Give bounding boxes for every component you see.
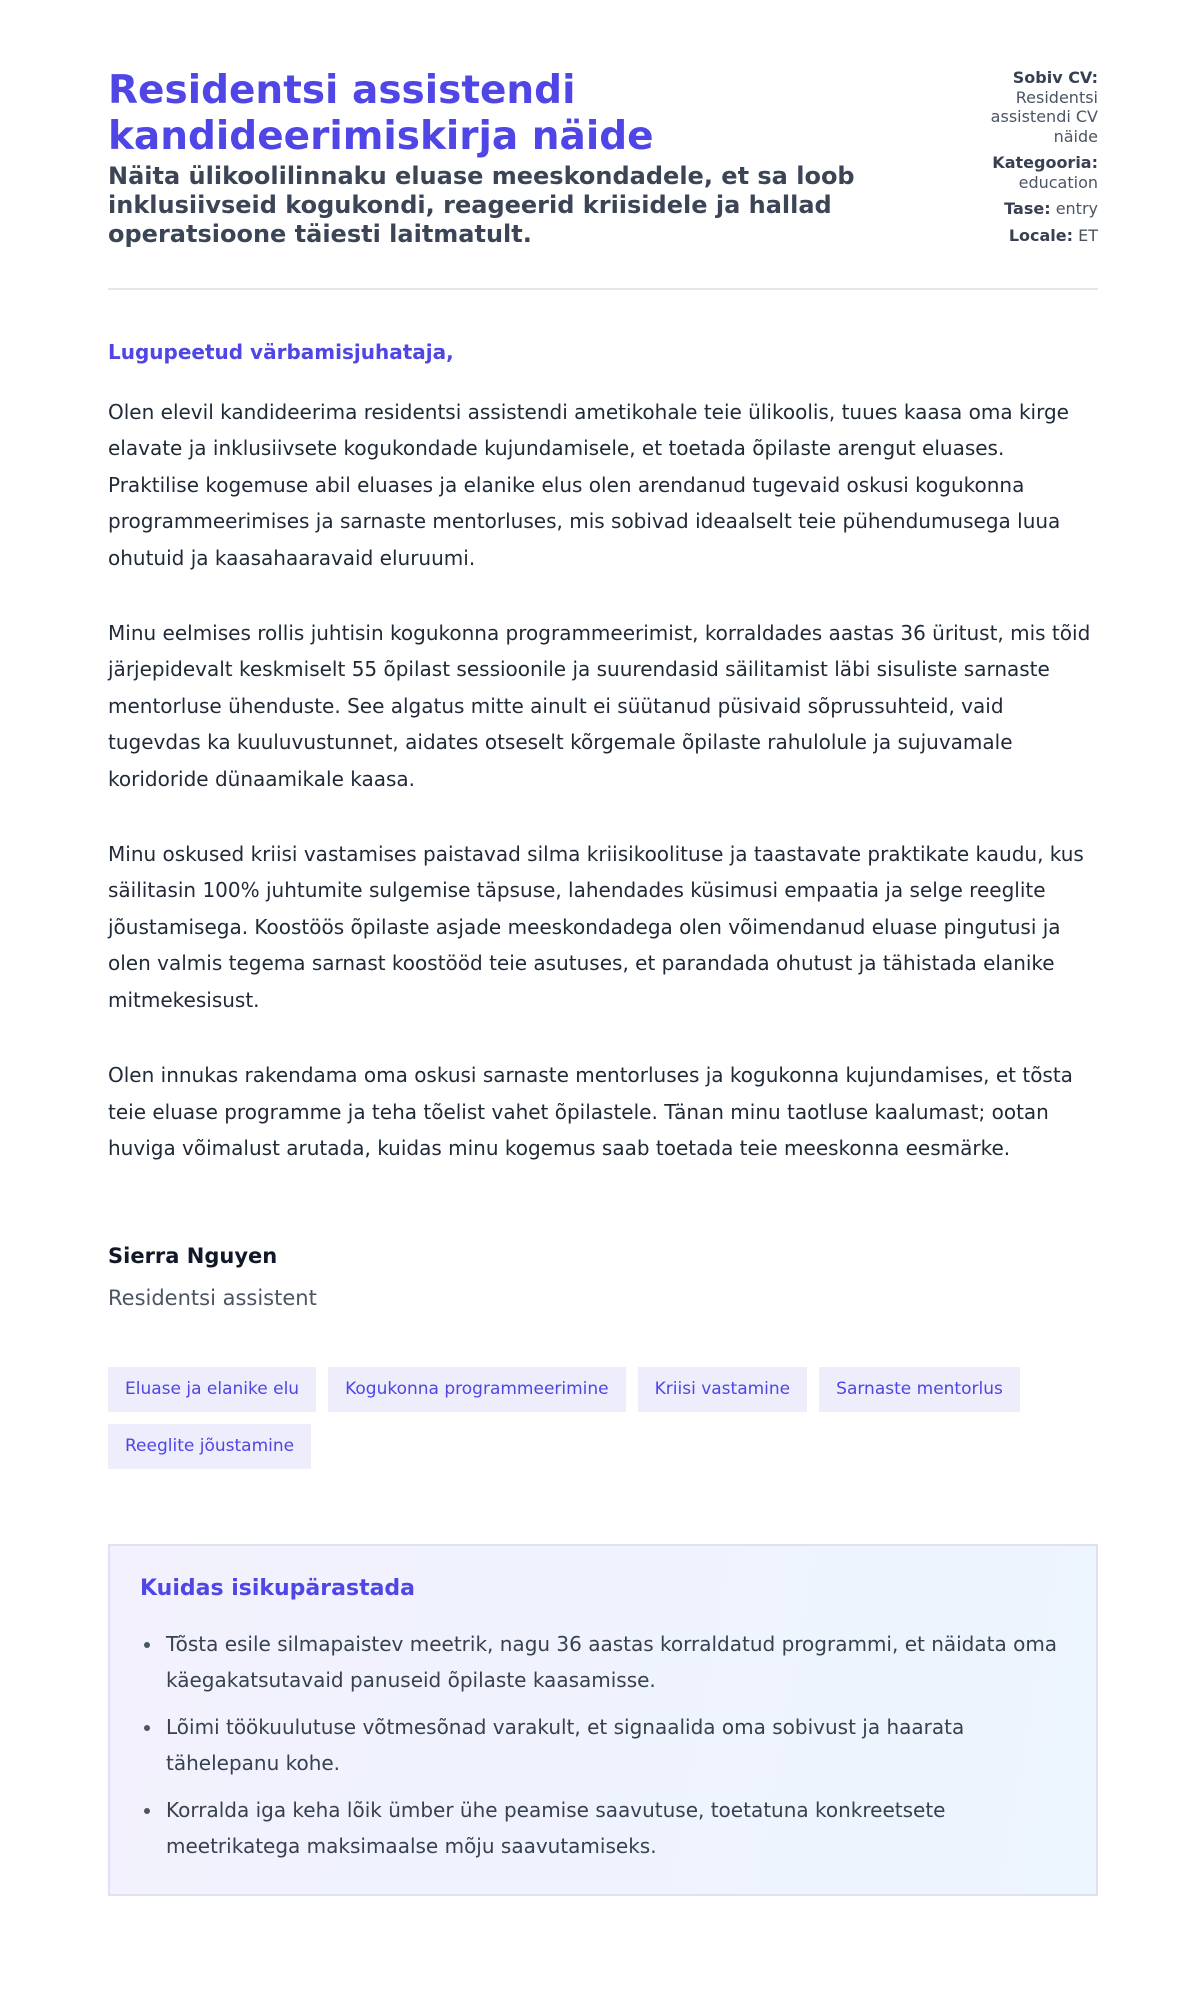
letter-paragraph: Minu eelmises rollis juhtisin kogukonna programmeerimist, korraldades aastas 36 üritust, mis tõid järjepidevalt keskmiselt 55 õpilast sessioonile ja suurendasid säilitamist läbi sisuliste sarnaste mentorluse ühenduste. See algatus mitte ainult ei süütanud püsivaid sõprussuhteid, vaid tugevdas ka kuuluvustunnet, aidates otseselt kõrgemale õpilaste rahulolule ja sujuvamale koridoride dünaamikale kaasa. — [108, 621, 1091, 791]
meta-category — [968, 153, 1098, 192]
salutation: Lugupeetud värbamisjuhataja, — [108, 340, 454, 364]
letter-paragraph: Minu oskused kriisi vastamises paistavad silma kriisikoolituse ja taastavate praktikate kaudu, kus säilitasin 100% juhtumite sulgemise täpsuse, lahendades küsimusi empaatia ja selge reeglite jõustamisega. Koostöös õpilaste asjade meeskondadega olen võimendanud eluase pingutusi ja olen valmis tegema sarnast koostööd teie asutuses, et parandada ohutust ja tähistada elanike mitmekesisust. — [108, 842, 1084, 1012]
tips-list — [140, 1626, 1066, 1864]
meta-cv-value: Residentsi assistendi CV näide — [990, 87, 1098, 146]
meta-panel — [968, 68, 1098, 252]
meta-cv — [968, 68, 1098, 146]
signature-name: Sierra Nguyen — [108, 1244, 278, 1269]
meta-category-label: Kategooria: — [992, 153, 1098, 172]
tip-item: Korralda iga keha lõik ümber ühe peamise saavutuse, toetatuna konkreetsete meetrikatega maksimaalse mõju saavutamiseks. — [140, 1792, 1066, 1864]
page-subtitle: Näita ülikoolilinnaku eluase meeskondadele, et sa loob inklusiivseid kogukondi, reageerid kriisidele ja hallad operatsioone täiesti laitmatult. — [108, 162, 855, 248]
letter-paragraph: Olen innukas rakendama oma oskusi sarnaste mentorluses ja kogukonna kujundamises, et tõsta teie eluase programme ja teha tõelist vahet õpilastele. Tänan minu taotluse kaalumast; ootan huviga võimalust arutada, kuidas minu kogemus saab toetada teie meeskonna eesmärke. — [108, 1063, 1073, 1160]
meta-level — [968, 199, 1098, 219]
skill-tag: Sarnaste mentorlus — [819, 1367, 1020, 1412]
skill-tag: Kogukonna programmeerimine — [328, 1367, 626, 1412]
cover-letter-page — [108, 68, 1098, 1896]
skill-tag: Kriisi vastamine — [638, 1367, 808, 1412]
tip-item: Tõsta esile silmapaistev meetrik, nagu 36 aastas korraldatud programmi, et näidata oma käegakatsutavaid panuseid õpilaste kaasamisse. — [140, 1626, 1066, 1698]
tips-title: Kuidas isikupärastada — [140, 1576, 416, 1602]
skill-tag: Reeglite jõustamine — [108, 1424, 311, 1469]
meta-category-value: education — [1018, 172, 1098, 192]
meta-locale-label: Locale: — [1008, 225, 1074, 245]
header-divider — [108, 288, 1098, 290]
meta-level-label: Tase: — [1004, 199, 1051, 218]
page-title: Residentsi assistendi kandideerimiskirja näide — [108, 68, 654, 159]
skill-tag: Eluase ja elanike elu — [108, 1367, 316, 1412]
meta-locale-value: ET — [1078, 225, 1098, 245]
meta-level-value: entry — [1055, 199, 1098, 218]
meta-cv-label: Sobiv CV: — [1012, 68, 1098, 87]
personalization-tips — [108, 1544, 1098, 1896]
meta-locale — [968, 226, 1098, 246]
page-header — [108, 68, 1098, 252]
skill-tags — [108, 1367, 1098, 1469]
header-text — [108, 68, 968, 249]
letter-paragraph: Olen elevil kandideerima residentsi assistendi ametikohale teie ülikoolis, tuues kaasa oma kirge elavate ja inklusiivsete kogukondade kujundamisele, et toetada õpilaste arengut eluases. Praktilise kogemuse abil eluases ja elanike elus olen arendanud tugevaid oskusi kogukonna programmeerimises ja sarnaste mentorluses, mis sobivad ideaalselt teie pühendumusega luua ohutuid ja kaasahaaravaid eluruumi. — [108, 400, 1069, 570]
tip-item: Lõimi töökuulutuse võtmesõnad varakult, et signaalida oma sobivust ja haarata tähelepanu kohe. — [140, 1709, 1066, 1781]
signature-role: Residentsi assistent — [108, 1286, 317, 1311]
